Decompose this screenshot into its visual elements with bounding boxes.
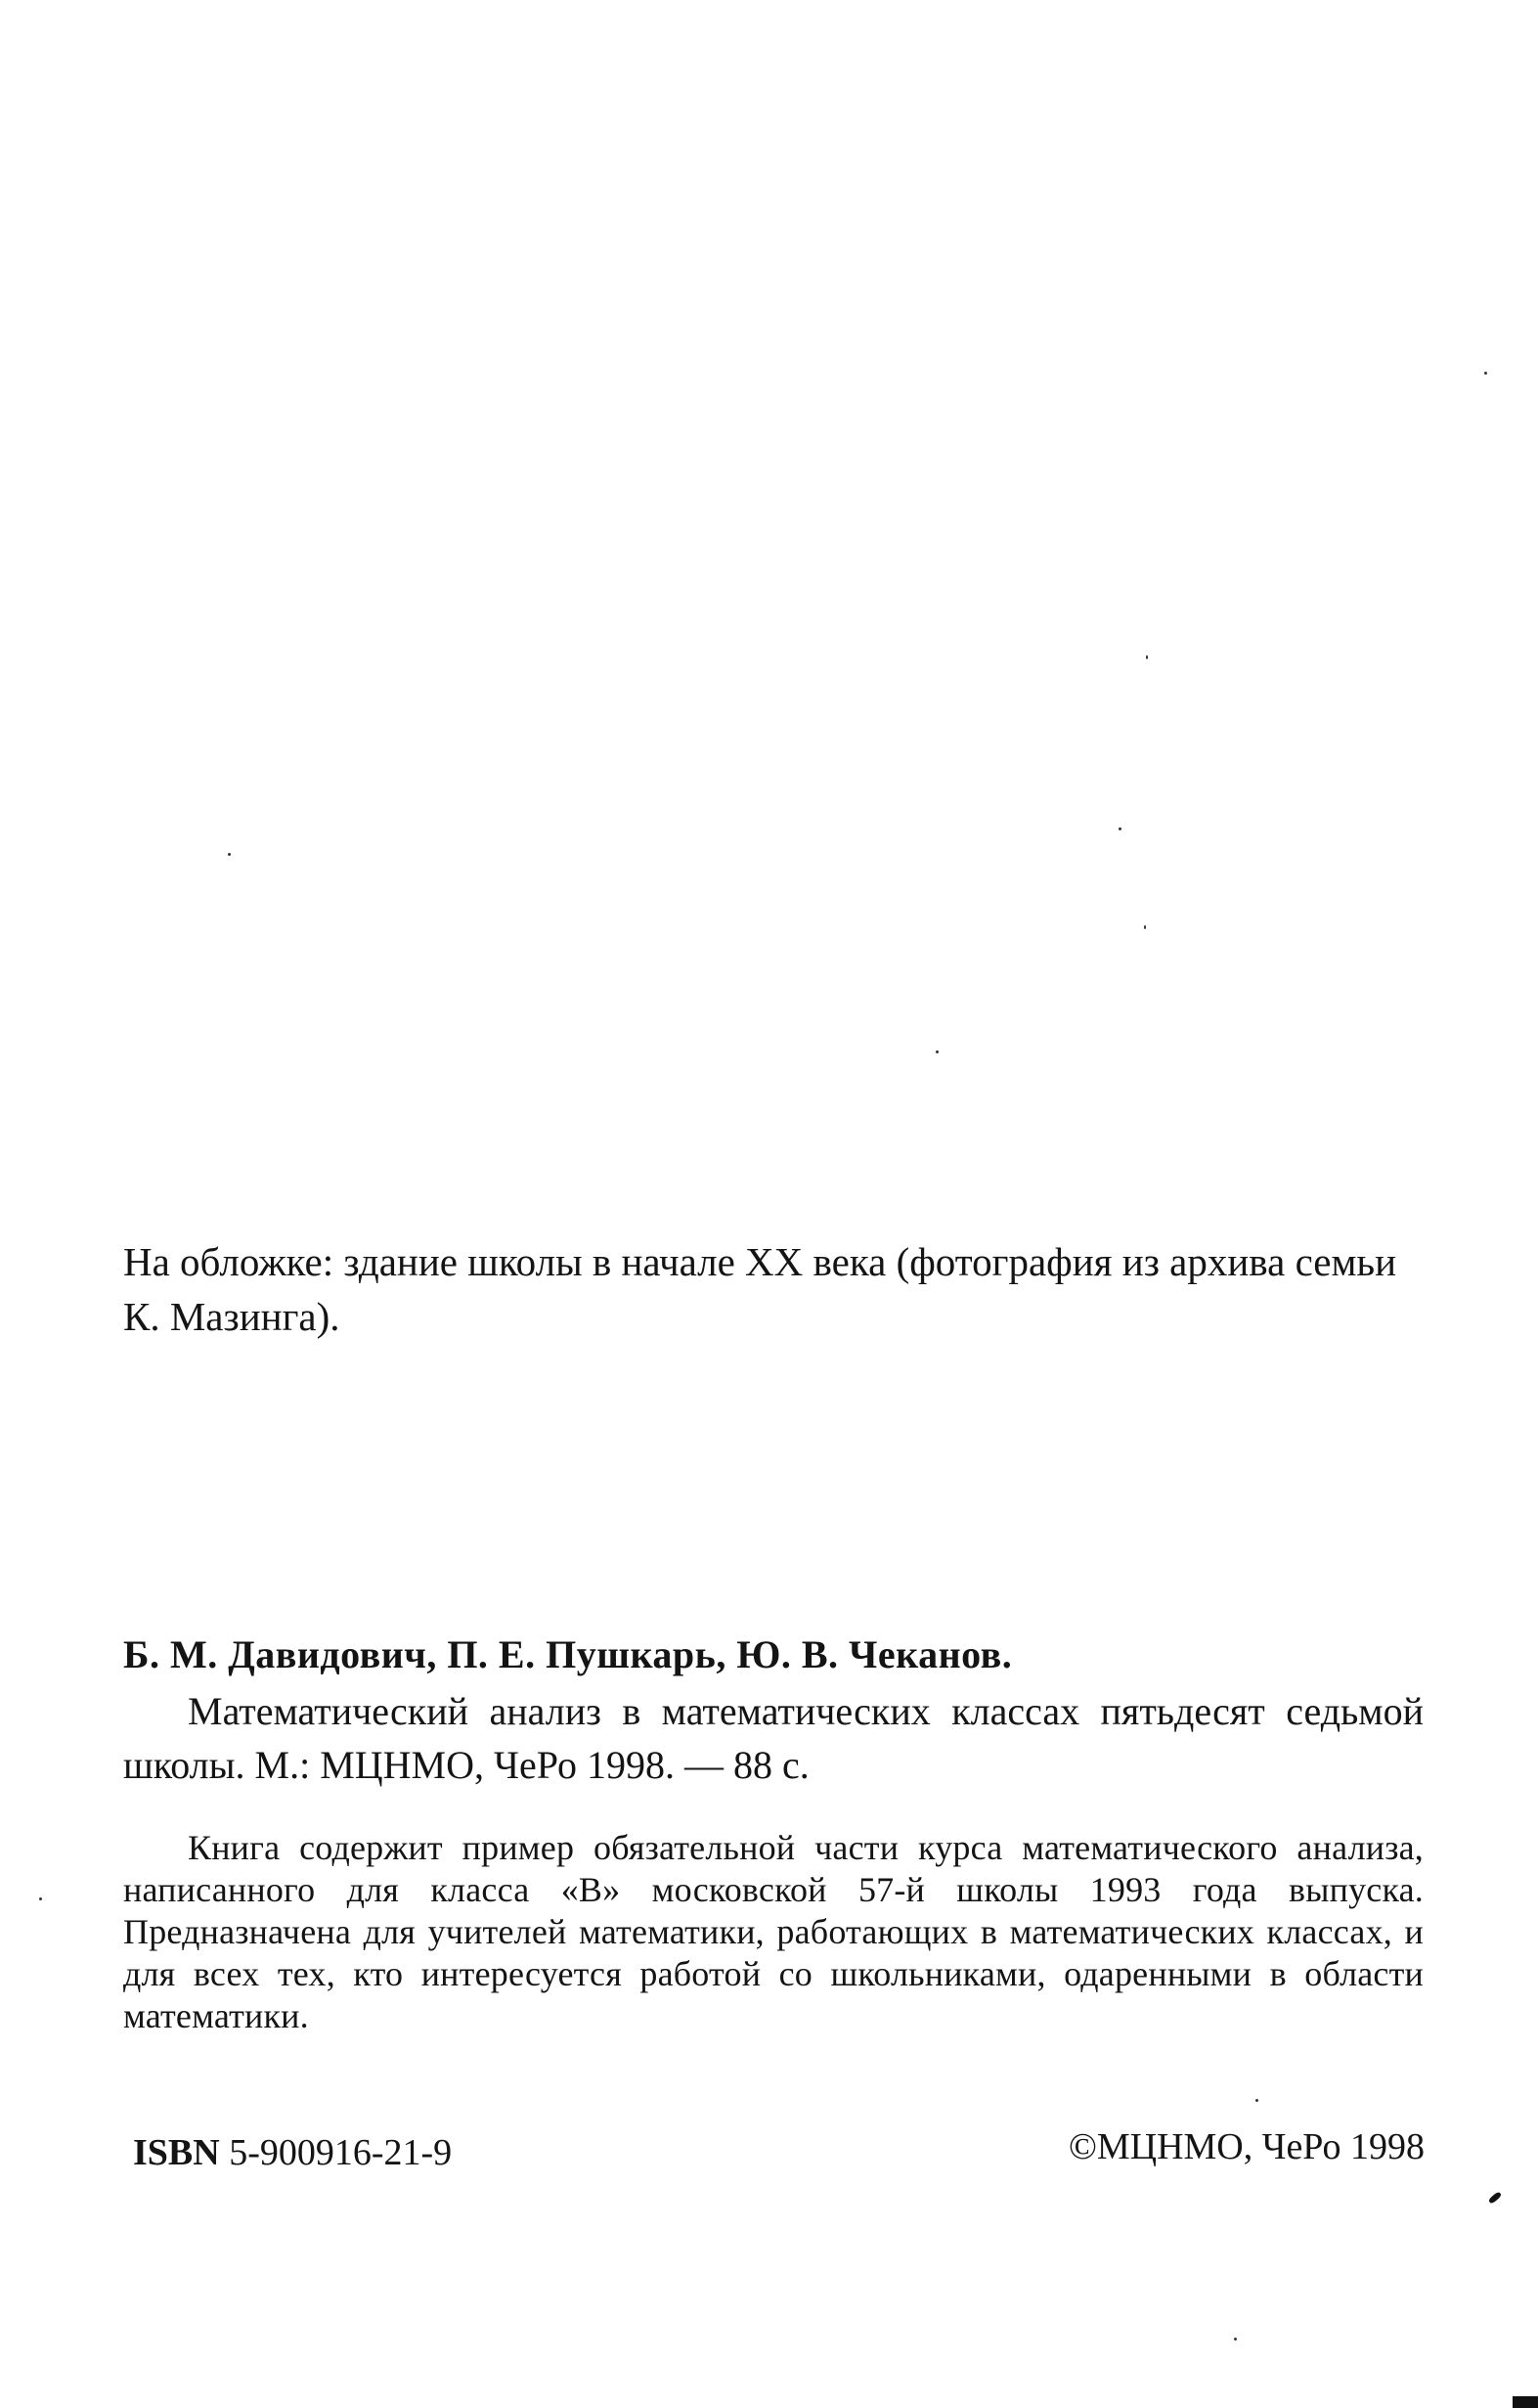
scan-speck <box>936 1050 939 1053</box>
bibliographic-title-text: Математический анализ в математических классах пятьдесят седьмой школы. М.: МЦНМО, ЧеРо 1998. — 88 с. <box>123 1689 1424 1787</box>
annotation-text: Книга содержит пример обязательной части курса математического анализа, написанного для класса «В» московской 57-й школы 1993 года выпуска. Предназначена для учителей математики, работающих в математических классах, и для всех тех, кто интересуется работой со школьниками, одаренными в области математики. <box>123 1828 1424 2035</box>
scan-speck <box>39 1897 42 1900</box>
scan-speck <box>1119 827 1121 830</box>
copyright-line <box>1069 2122 1425 2171</box>
scan-speck <box>1144 925 1146 929</box>
scan-speck <box>1146 655 1148 659</box>
annotation-paragraph <box>123 1827 1424 2037</box>
copyright-text: ©МЦНМО, ЧеРо 1998 <box>1068 2126 1425 2167</box>
scan-edge-mark <box>1513 2396 1538 2408</box>
scan-speck <box>1234 2338 1237 2341</box>
bibliographic-title <box>123 1684 1424 1792</box>
isbn-number: 5-900916-21-9 <box>229 2132 453 2173</box>
isbn-line <box>133 2128 452 2177</box>
scan-mark <box>1488 2191 1503 2205</box>
scan-speck <box>1484 372 1487 375</box>
cover-note <box>123 1234 1424 1344</box>
authors-line <box>123 1628 1424 1682</box>
scan-speck <box>228 853 231 856</box>
isbn-label: ISBN <box>133 2132 220 2173</box>
authors-text: Б. М. Давидович, П. Е. Пушкарь, Ю. В. Чеканов. <box>123 1632 1013 1676</box>
scan-speck <box>1255 2099 1258 2102</box>
cover-note-text: На обложке: здание школы в начале XX века (фотография из архива семьи К. Мазинга). <box>123 1239 1397 1339</box>
